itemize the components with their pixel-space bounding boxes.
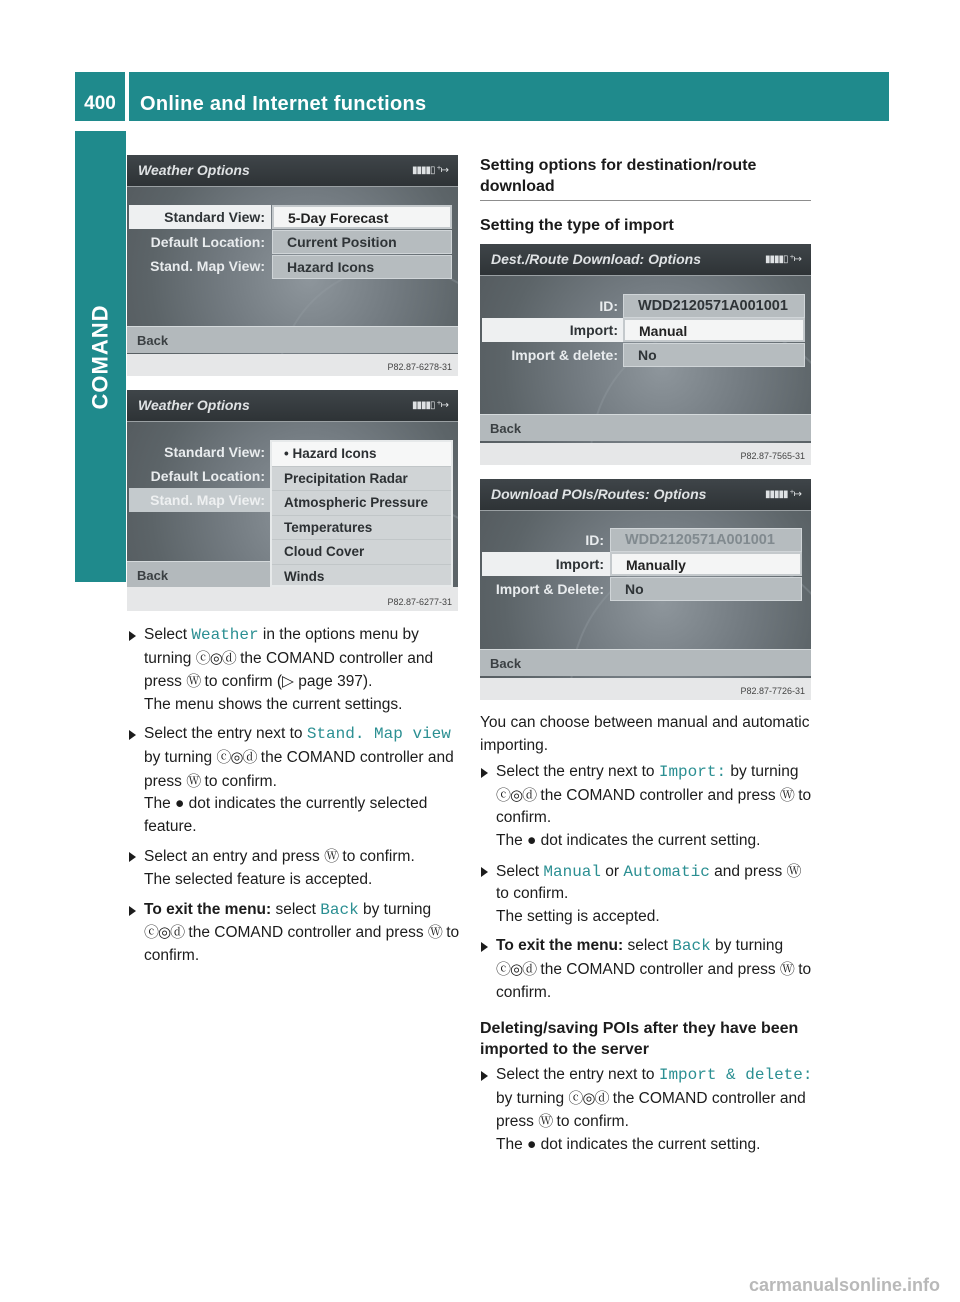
- screen-title: Weather Options: [127, 155, 458, 187]
- image-caption: P82.87-7565-31: [740, 451, 805, 461]
- instruction-step: Select the entry next to Import: by turning ⓒ◎ⓓ the COMAND controller and press Ⓦ to confirm. The ● dot indicates the current setting.: [480, 761, 816, 852]
- subsection-heading: Setting the type of import: [480, 217, 674, 234]
- watermark: carmanualsonline.info: [748, 1275, 940, 1295]
- dropdown-item[interactable]: Cloud Cover: [272, 540, 451, 565]
- option-label: Import & delete:: [511, 347, 618, 363]
- instruction-step: To exit the menu: select Back by turning ⓒ◎ⓓ the COMAND controller and press Ⓦ to confirm.: [480, 935, 816, 1004]
- menu-term: Back: [320, 900, 359, 919]
- option-label: Import:: [569, 322, 618, 338]
- instruction-step: Select the entry next to Stand. Map view by turning ⓒ◎ⓓ the COMAND controller and press Ⓦ to confirm. The ● dot indicates the currently selected feature.: [128, 723, 460, 838]
- menu-term: Import:: [658, 763, 727, 782]
- controller-turn-icon: ⓒ◎ⓓ: [568, 1088, 609, 1107]
- section-heading: Setting options for destination/route download: [480, 157, 757, 195]
- screen-display: [480, 479, 811, 678]
- option-label: Import & Delete:: [495, 581, 604, 597]
- import-value[interactable]: Manually: [610, 552, 802, 576]
- vehicle-id-value: WDD2120571A001001: [610, 528, 802, 552]
- instruction-step: Select Weather in the options menu by turning ⓒ◎ⓓ the COMAND controller and press Ⓦ to confirm (▷ page 397). The menu shows the current settings.: [128, 624, 460, 716]
- signal-status-icon: ▮▮▮▮▯ ⁺↦: [765, 254, 801, 265]
- option-label: ID:: [585, 532, 604, 548]
- page-number: 400: [84, 93, 116, 114]
- controller-turn-icon: ⓒ◎ⓓ: [216, 747, 257, 766]
- screen-display: [480, 244, 811, 443]
- option-value[interactable]: 5-Day Forecast: [272, 205, 452, 229]
- controller-turn-icon: ⓒ◎ⓓ: [496, 959, 537, 978]
- dropdown-item[interactable]: Temperatures: [272, 516, 451, 541]
- menu-term: Back: [672, 937, 711, 956]
- dropdown-item[interactable]: Precipitation Radar: [272, 467, 451, 492]
- back-button[interactable]: Back: [480, 414, 811, 441]
- option-label: Standard View:: [164, 444, 265, 460]
- controller-press-icon: Ⓦ: [186, 672, 201, 691]
- back-button[interactable]: Back: [480, 649, 811, 676]
- controller-turn-icon: ⓒ◎ⓓ: [195, 648, 236, 667]
- back-button[interactable]: Back: [127, 561, 272, 587]
- section-rule: [480, 200, 811, 201]
- screen-title: Dest./Route Download: Options: [480, 244, 811, 276]
- image-caption: P82.87-6277-31: [387, 597, 452, 607]
- weather-options-screenshot-2: [127, 390, 458, 611]
- menu-term: Weather: [191, 626, 259, 644]
- import-value[interactable]: Manual: [623, 318, 805, 342]
- option-value[interactable]: Current Position: [272, 230, 452, 254]
- dropdown-list: [270, 440, 453, 587]
- page-header: [75, 72, 889, 121]
- screen-display: [127, 390, 458, 587]
- vehicle-id-value: WDD2120571A001001: [623, 294, 805, 318]
- controller-press-icon: Ⓦ: [186, 771, 201, 790]
- side-tab-label: COMAND: [87, 304, 113, 409]
- chapter-title: Online and Internet functions: [140, 93, 427, 115]
- option-label: Default Location:: [150, 468, 265, 484]
- screen-title: Weather Options: [127, 390, 458, 422]
- option-label: Import:: [555, 556, 604, 572]
- instruction-step: Select the entry next to Import & delete: by turning ⓒ◎ⓓ the COMAND controller and press Ⓦ to confirm. The ● dot indicates the current setting.: [480, 1064, 816, 1156]
- header-divider: [125, 72, 129, 121]
- menu-term: Automatic: [623, 862, 710, 881]
- instruction-step: Select Manual or Automatic and press Ⓦ to confirm. The setting is accepted.: [480, 860, 816, 929]
- dest-route-download-screenshot: [480, 244, 811, 465]
- controller-turn-icon: ⓒ◎ⓓ: [496, 785, 537, 804]
- instruction-step: To exit the menu: select Back by turning ⓒ◎ⓓ the COMAND controller and press Ⓦ to confirm.: [128, 899, 460, 968]
- import-delete-value[interactable]: No: [610, 577, 802, 601]
- right-instructions: [480, 712, 816, 1164]
- option-label: Default Location:: [150, 234, 265, 250]
- dropdown-item[interactable]: Winds: [284, 568, 325, 584]
- side-tab-label-wrap: [75, 131, 126, 582]
- option-label: Stand. Map View:: [150, 492, 265, 508]
- image-caption: P82.87-7726-31: [740, 686, 805, 696]
- controller-press-icon: Ⓦ: [779, 785, 794, 804]
- intro-paragraph: You can choose between manual and automatic importing.: [480, 714, 810, 754]
- screen-display: [127, 155, 458, 354]
- dropdown-item[interactable]: Atmospheric Pressure: [272, 491, 451, 516]
- option-label: ID:: [599, 298, 618, 314]
- menu-term: Manual: [543, 862, 601, 881]
- option-label: Standard View:: [164, 209, 265, 225]
- instruction-step: Select an entry and press Ⓦ to confirm. The selected feature is accepted.: [128, 845, 460, 891]
- option-label: Stand. Map View:: [150, 258, 265, 274]
- signal-status-icon: ▮▮▮▮▯ ⁺↦: [412, 165, 448, 176]
- signal-status-icon: ▮▮▮▮▮ ⁺↦: [765, 489, 801, 500]
- left-instructions: [128, 624, 460, 974]
- controller-press-icon: Ⓦ: [786, 861, 801, 880]
- subsection-heading: Deleting/saving POIs after they have been imported to the server: [480, 1020, 799, 1059]
- controller-press-icon: Ⓦ: [538, 1112, 553, 1131]
- back-button[interactable]: Back: [127, 326, 458, 353]
- menu-term: Stand. Map view: [306, 725, 451, 744]
- weather-options-screenshot-1: [127, 155, 458, 376]
- screen-title: Download POIs/Routes: Options: [480, 479, 811, 511]
- dropdown-item[interactable]: • Hazard Icons: [272, 442, 451, 467]
- menu-term: Import & delete:: [658, 1066, 813, 1085]
- controller-press-icon: Ⓦ: [427, 923, 442, 942]
- import-delete-value[interactable]: No: [623, 343, 805, 367]
- controller-press-icon: Ⓦ: [324, 847, 339, 866]
- signal-status-icon: ▮▮▮▮▯ ⁺↦: [412, 400, 448, 411]
- controller-turn-icon: ⓒ◎ⓓ: [144, 923, 185, 942]
- image-caption: P82.87-6278-31: [387, 362, 452, 372]
- controller-press-icon: Ⓦ: [779, 959, 794, 978]
- download-pois-screenshot: [480, 479, 811, 700]
- option-value[interactable]: Hazard Icons: [272, 255, 452, 279]
